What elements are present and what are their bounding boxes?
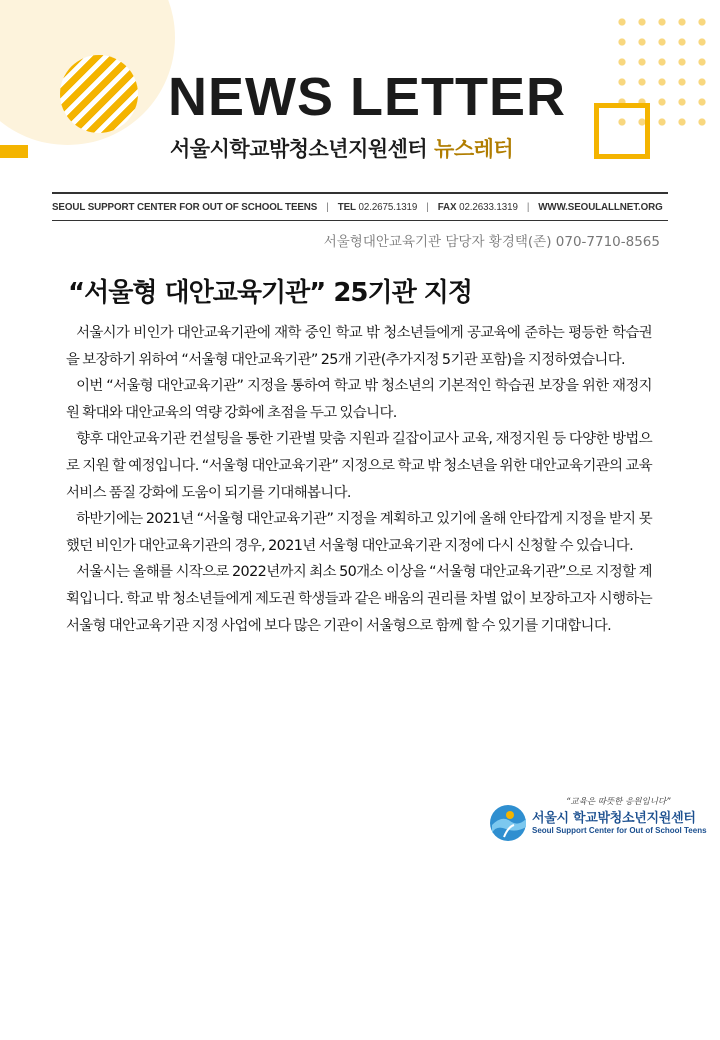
fax-number: 02.2633.1319 (459, 201, 518, 213)
separator: | (326, 201, 329, 213)
decorative-square (594, 103, 650, 159)
fax-label: FAX (437, 201, 457, 213)
logo-english-name: Seoul Support Center for Out of School Teens (532, 826, 707, 835)
contact-person-line: 서울형대안교육기관 담당자 황경택(존) 070-7710-8565 (323, 234, 660, 250)
tel-number: 02.2675.1319 (358, 201, 418, 213)
newsletter-subtitle (170, 133, 513, 163)
decorative-bar (0, 145, 28, 158)
logo-name: 서울시 학교밖청소년지원센터 (532, 811, 696, 826)
separator: | (426, 201, 429, 213)
decorative-hatched-circle (60, 55, 138, 133)
subtitle-accent: 뉴스레터 (434, 137, 514, 161)
website-link[interactable]: WWW.SEOULALLNET.ORG (538, 201, 663, 213)
article-paragraph: 서울시는 올해를 시작으로 2022년까지 최소 50개소 이상을 “서울형 대안교육기관”으로 지정할 계획입니다. 학교 밖 청소년들에게 제도권 학생들과 같은 배움의 권리를 차별 없이 보장하고자 시행하는 서울형 대안교육기관 지정 사업에 보다 많은 기관이 서울형으로 함께 할 수 있기를 기대합니다. (66, 564, 652, 634)
article-paragraph: 이번 “서울형 대안교육기관” 지정을 통하여 학교 밖 청소년의 기본적인 학습권 보장을 위한 재정지원 확대와 대안교육의 역량 강화에 초점을 두고 있습니다. (66, 378, 652, 421)
article-paragraph: 향후 대안교육기관 컨설팅을 통한 기관별 맞춤 지원과 길잡이교사 교육, 재정지원 등 다양한 방법으로 지원 할 예정입니다. “서울형 대안교육기관” 지정으로 학교 밖 청소년을 위한 대안교육기관의 교육서비스 품질 강화에 도움이 되기를 기대해봅니다. (66, 431, 652, 501)
globe-logo-icon (488, 803, 528, 843)
subtitle-main: 서울시학교밖청소년지원센터 (170, 137, 428, 161)
fax-info (438, 202, 518, 213)
tel-info (338, 202, 418, 213)
article-headline: “서울형 대안교육기관” 25기관 지정 (68, 278, 473, 308)
tel-label: TEL (337, 201, 356, 213)
logo-slogan: “교육은 따뜻한 응원입니다” (566, 797, 671, 807)
newsletter-title: NEWS LETTER (168, 67, 566, 127)
separator: | (526, 201, 530, 213)
article-body (66, 320, 652, 639)
article-paragraph: 서울시가 비인가 대안교육기관에 재학 중인 학교 밖 청소년들에게 공교육에 준하는 평등한 학습권을 보장하기 위하여 “서울형 대안교육기관” 25개 기관(추가지정 5기관 포함)을 지정하였습니다. (66, 325, 652, 368)
org-name: SEOUL SUPPORT CENTER FOR OUT OF SCHOOL TEENS (52, 201, 318, 213)
article-paragraph: 하반기에는 2021년 “서울형 대안교육기관” 지정을 계획하고 있기에 올해 안타깝게 지정을 받지 못했던 비인가 대안교육기관의 경우, 2021년 서울형 대안교육기관 지정에 다시 신청할 수 있습니다. (66, 511, 652, 554)
center-logo (488, 795, 710, 845)
contact-bar (52, 192, 668, 221)
